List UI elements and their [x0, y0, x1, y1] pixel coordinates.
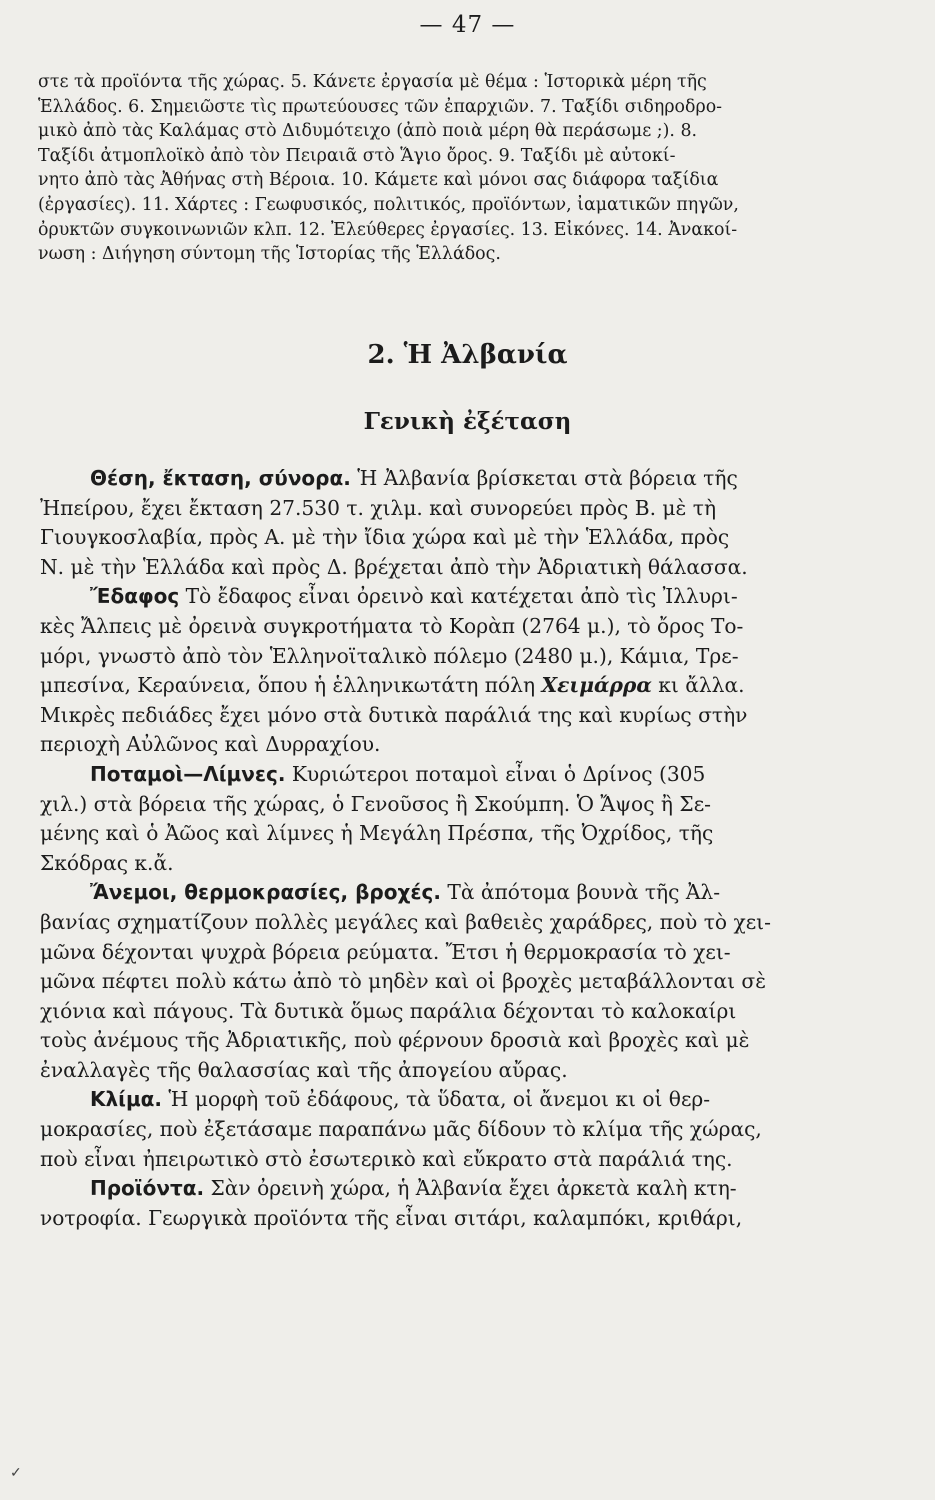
page-number: — 47 — — [419, 12, 516, 38]
body-text — [40, 464, 905, 1233]
paragraph-terrain-line — [40, 582, 905, 612]
intro-exercises-paragraph — [38, 70, 908, 267]
paragraph-winds-line — [40, 878, 905, 908]
paragraph-position-line — [40, 464, 905, 494]
paragraph-line: ποὺ εἶναι ἠπειρωτικὸ στὸ ἐσωτερικὸ καὶ εὔκρατο στὰ παράλιά της. — [40, 1146, 733, 1171]
section-title: Γενικὴ ἐξέταση — [363, 408, 572, 435]
intro-line: μικὸ ἀπὸ τὰς Καλάμας στὸ Διδυμότειχο (ἀπὸ ποιὰ μέρη θὰ περάσωμε ;). 8. — [38, 121, 698, 142]
paragraph-line: μόρι, γνωστὸ ἀπὸ τὸν Ἑλληνοϊταλικὸ πόλεμο (2480 μ.), Κάμια, Τρε- — [40, 643, 739, 668]
paragraph-climate-line — [40, 1085, 905, 1115]
paragraph-line — [40, 671, 905, 701]
intro-line: ὀρυκτῶν συγκοινωνιῶν κλπ. 12. Ἐλεύθερες ἐργασίες. 13. Εἰκόνες. 14. Ἀνακοί- — [38, 219, 738, 240]
paragraph-text: κι ἄλλα. — [651, 673, 745, 698]
margin-mark-icon: ✓ — [10, 1465, 22, 1481]
paragraph-line: ἐναλλαγὲς τῆς θαλασσίας καὶ τῆς ἀπογείου αὔρας. — [40, 1057, 568, 1082]
paragraph-line: Σκόδρας κ.ἄ. — [40, 850, 174, 875]
paragraph-products-line — [40, 1174, 905, 1204]
paragraph-heading: Προϊόντα. — [90, 1176, 205, 1201]
intro-line: νητο ἀπὸ τὰς Ἀθήνας στὴ Βέροια. 10. Κάμετε καὶ μόνοι σας διάφορα ταξίδια — [38, 170, 719, 191]
paragraph-line: Ν. μὲ τὴν Ἑλλάδα καὶ πρὸς Δ. βρέχεται ἀπὸ τὴν Ἀδριατικὴ θάλασσα. — [40, 554, 748, 579]
intro-line: Ταξίδι ἀτμοπλοϊκὸ ἀπὸ τὸν Πειραιᾶ στὸ Ἅγιο ὄρος. 9. Ταξίδι μὲ αὐτοκί- — [38, 145, 676, 166]
paragraph-line: κὲς Ἄλπεις μὲ ὀρεινὰ συγκροτήματα τὸ Κορὰπ (2764 μ.), τὸ ὄρος Το- — [40, 613, 744, 638]
paragraph-line: μῶνα δέχονται ψυχρὰ βόρεια ρεύματα. Ἔτσι ἡ θερμοκρασία τὸ χει- — [40, 939, 731, 964]
paragraph-line: μῶνα πέφτει πολὺ κάτω ἀπὸ τὸ μηδὲν καὶ οἱ βροχὲς μεταβάλλονται σὲ — [40, 969, 767, 994]
paragraph-line: τοὺς ἀνέμους τῆς Ἀδριατικῆς, ποὺ φέρνουν δροσιὰ καὶ βροχὲς καὶ μὲ — [40, 1028, 750, 1053]
paragraph-text: Σὰν ὀρεινὴ χώρα, ἡ Ἀλβανία ἔχει ἀρκετὰ καλὴ κτη- — [204, 1176, 737, 1201]
paragraph-text: Κυριώτεροι ποταμοὶ εἶναι ὁ Δρίνος (305 — [285, 761, 706, 786]
paragraph-heading: Θέση, ἔκταση, σύνορα. — [90, 466, 351, 490]
paragraph-line: νοτροφία. Γεωργικὰ προϊόντα τῆς εἶναι σιτάρι, καλαμπόκι, κριθάρι, — [40, 1205, 743, 1230]
intro-line: νωση : Διήγηση σύντομη τῆς Ἱστορίας τῆς Ἑλλάδος. — [38, 244, 501, 265]
paragraph-heading: Κλίμα. — [90, 1087, 163, 1112]
paragraph-text: Ἡ Ἀλβανία βρίσκεται στὰ βόρεια τῆς — [350, 466, 738, 490]
paragraph-text: Τὸ ἔδαφος εἶναι ὀρεινὸ καὶ κατέχεται ἀπὸ τὶς Ἰλλυρι- — [179, 584, 738, 609]
paragraph-line: Γιουγκοσλαβία, πρὸς Α. μὲ τὴν ἴδια χώρα καὶ μὲ τὴν Ἑλλάδα, πρὸς — [40, 525, 730, 550]
paragraph-text: μπεσίνα, Κεραύνεια, ὅπου ἡ ἑλληνικωτάτη πόλη — [40, 673, 542, 698]
paragraph-line: μένης καὶ ὁ Ἀῶος καὶ λίμνες ἡ Μεγάλη Πρέσπα, τῆς Ὀχρίδος, τῆς — [40, 821, 714, 846]
intro-line: στε τὰ προϊόντα τῆς χώρας. 5. Κάνετε ἐργασία μὲ θέμα : Ἱστορικὰ μέρη τῆς — [38, 72, 707, 92]
emphasized-place-name: Χειμάρρα — [541, 673, 652, 698]
intro-line: (ἐργασίες). 11. Χάρτες : Γεωφυσικός, πολιτικός, προϊόντων, ἰαματικῶν πηγῶν, — [38, 194, 739, 215]
paragraph-heading: Ἔδαφος — [90, 584, 180, 609]
paragraph-heading: Ποταμοὶ—Λίμνες. — [90, 761, 286, 786]
intro-line: Ἑλλάδος. 6. Σημειῶστε τὶς πρωτεύουσες τῶν ἐπαρχιῶν. 7. Ταξίδι σιδηροδρο- — [38, 96, 723, 117]
paragraph-line: χιλ.) στὰ βόρεια τῆς χώρας, ὁ Γενοῦσος ἢ Σκούμπη. Ὁ Ἄψος ἢ Σε- — [40, 791, 711, 816]
paragraph-line: περιοχὴ Αὐλῶνος καὶ Δυρραχίου. — [40, 732, 381, 757]
paragraph-line: Μικρὲς πεδιάδες ἔχει μόνο στὰ δυτικὰ παράλιά της καὶ κυρίως στὴν — [40, 702, 748, 727]
paragraph-line: Ἠπείρου, ἔχει ἔκταση 27.530 τ. χιλμ. καὶ συνορεύει πρὸς Β. μὲ τὴ — [40, 495, 717, 520]
paragraph-text: Τὰ ἀπότομα βουνὰ τῆς Ἀλ- — [440, 880, 721, 905]
paragraph-heading: Ἄνεμοι, θερμοκρασίες, βροχές. — [90, 880, 441, 905]
chapter-title: 2. Ἡ Ἀλβανία — [367, 340, 568, 370]
paragraph-line: βανίας σχηματίζουν πολλὲς μεγάλες καὶ βαθειὲς χαράδρες, ποὺ τὸ χει- — [40, 909, 771, 934]
paragraph-line: χιόνια καὶ πάγους. Τὰ δυτικὰ ὅμως παράλια δέχονται τὸ καλοκαίρι — [40, 998, 737, 1023]
paragraph-rivers-line — [40, 760, 905, 790]
paragraph-text: Ἡ μορφὴ τοῦ ἐδάφους, τὰ ὕδατα, οἱ ἄνεμοι κι οἱ θερ- — [162, 1087, 711, 1112]
paragraph-line: μοκρασίες, ποὺ ἐξετάσαμε παραπάνω μᾶς δίδουν τὸ κλίμα τῆς χώρας, — [40, 1117, 762, 1142]
